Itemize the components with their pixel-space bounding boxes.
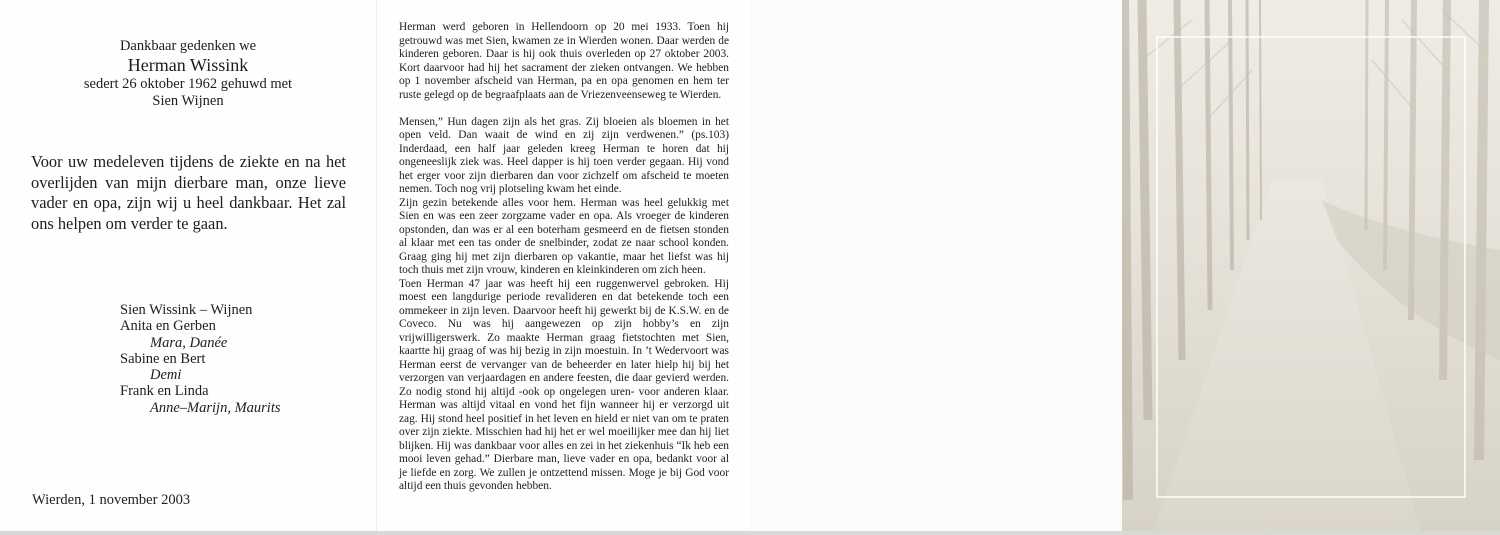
blank-panel (750, 0, 1122, 535)
grandchildren: Mara, Danée (150, 334, 228, 351)
intro-line: Dankbaar gedenken we (119, 38, 257, 54)
grandchildren: Demi (150, 367, 182, 384)
story-paragraph: Herman werd geboren in Hellendoorn op 20 mei 1933. Toen hij getrouwd was met Sien, kwamen ze in Wierden wonen. Daar werden de kinderen geboren. Daar is hij ook thuis overleden op 27 oktober 2003. Kort daarvoor had hij het sacrament der zieken ontvangen. We hebben op 1 november afscheid van Herman, pa en opa genomen en hem ter ruste gelegd op de begraafplaats aan de Vriezenveenseweg te Wierden. (399, 21, 729, 101)
photo-panel (1122, 0, 1500, 535)
story-paragraph: Mensen,” Hun dagen zijn als het gras. Zij bloeien als bloemen in het open veld. Dan waait de wind en zij zijn verdwenen.” (ps.103) Inderdaad, een half jaar geleden kreeg Herman te horen dat hij ongeneeslijk ziek was. Heel dapper is hij toen verder gegaan. Hij vond het erger voor zijn dierbaren dan voor zichzelf om afscheid te moeten nemen. Toch nog vrij plotseling kwam het einde. (399, 115, 729, 195)
intro-block (0, 38, 376, 110)
spouse-name: Sien Wijnen (152, 93, 224, 109)
place-date: Wierden, 1 november 2003 (32, 492, 191, 508)
family-member: Anita en Gerben (120, 318, 216, 335)
grandchildren: Anne–Marijn, Maurits (150, 399, 281, 416)
scan-edge (0, 531, 1500, 535)
story-paragraph: Zijn gezin betekende alles voor hem. Herman was heel gelukkig met Sien en was een zeer zorgzame vader en opa. Als vroeger de kinderen opstonden, dan was er al een boterham gesmeerd en de fietsen stonden al klaar met een tas onder de snelbinder, zodat ze naar school konden. Graag ging hij met zijn dierbaren op vakantie, maar het liefst was hij toch thuis met zijn vrouw, kinderen en kleinkinderen om zich heen. (399, 196, 729, 276)
family-member: Frank en Linda (120, 383, 209, 400)
story-panel (377, 0, 750, 535)
tree-lane-photo (1122, 0, 1500, 535)
marriage-line: sedert 26 oktober 1962 gehuwd met (83, 76, 293, 92)
life-story (399, 21, 729, 494)
family-list (120, 302, 350, 416)
thanks-message: Voor uw medeleven tijdens de ziekte en na het overlijden van mijn dierbare man, onze lieve vader en opa, zijn wij u heel dankbaar. Het zal ons helpen om verder te gaan. (31, 152, 346, 233)
family-member: Sien Wissink – Wijnen (120, 302, 253, 318)
thanks-panel (0, 0, 376, 535)
story-paragraph: Toen Herman 47 jaar was heeft hij een ruggenwervel gebroken. Hij moest een langdurige periode revalideren en dat betekende toch een ommekeer in zijn leven. Daarvoor heeft hij gewerkt bij de K.S.W. en de Coveco. Nu was hij aangewezen op zijn hobby’s en zijn vrijwilligerswerk. Zo maakte Herman graag fietstochten met Sien, kaartte hij graag of was hij bezig in zijn moestuin. In ’t Wedervoort was Herman eerst de vervanger van de beheerder en later hielp hij bij het verzorgen van verjaardagen en andere feesten, die daar gevierd werden. Zo nodig stond hij altijd -ook op ongelegen uren- voor anderen klaar. Herman was altijd vitaal en vond het fijn wanneer hij er verzorgd uit zag. Hij stond heel positief in het leven en hield er niet van om te praten over zijn ziekte. Misschien had hij het er wel moeilijker mee dan hij liet blijken. Hij was dankbaar voor alles en zei in het ziekenhuis “Ik heb een mooi leven gehad.” Dierbare man, lieve vader en opa, bedankt voor al je liefde en zorg. We zullen je ontzettend missen. Moge je bij God voor altijd een thuis gevonden hebben. (399, 277, 729, 492)
family-member: Sabine en Bert (120, 350, 206, 367)
deceased-name: Herman Wissink (127, 55, 249, 75)
